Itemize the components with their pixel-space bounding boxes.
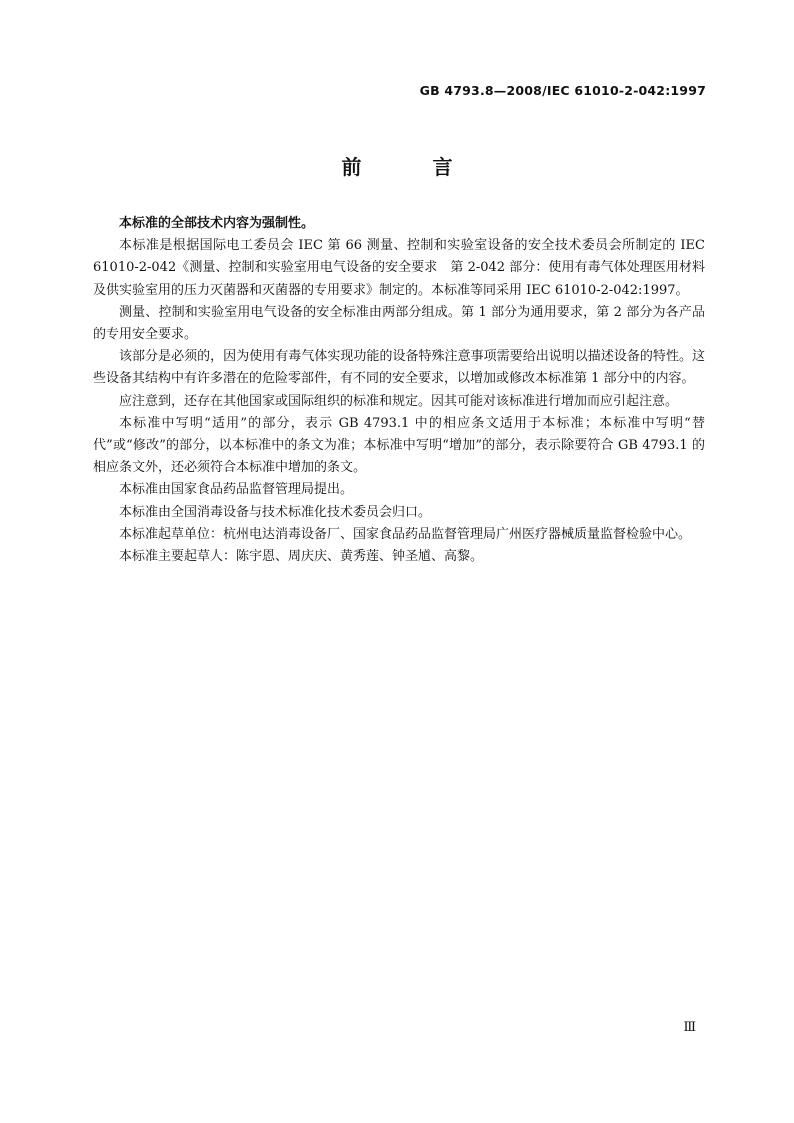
paragraph-structure: 测量、控制和实验室用电气设备的安全标准由两部分组成。第 1 部分为通用要求，第 2 部分为各产品的专用安全要求。	[93, 304, 705, 343]
paragraph-drafting-units: 本标准起草单位：杭州电达消毒设备厂、国家食品药品监督管理局广州医疗器械质量监督检验中心。	[119, 526, 692, 542]
paragraph-administered-by: 本标准由全国消毒设备与技术标准化技术委员会归口。	[119, 504, 432, 520]
paragraph-purpose: 该部分是必须的，因为使用有毒气体实现功能的设备特殊注意事项需要给出说明以描述设备的特性。这些设备其结构中有许多潜在的危险零部件，有不同的安全要求，以增加或修改本标准第 1 部分中的内容。	[93, 349, 705, 387]
paragraph-usage-rules: 本标准中写明“适用”的部分，表示 GB 4793.1 中的相应条文适用于本标准；本标准中写明“替代”或“修改”的部分，以本标准中的条文为准；本标准中写明“增加”的部分，表示除要符合 GB 4793.1 的相应条文外，还必须符合本标准中增加的条文。	[93, 415, 705, 476]
paragraph-mandatory-statement: 本标准的全部技术内容为强制性。	[119, 216, 315, 231]
page-number: Ⅲ	[683, 1020, 696, 1035]
document-body	[93, 213, 705, 568]
standard-number-header: GB 4793.8—2008/IEC 61010-2-042:1997	[419, 83, 706, 98]
paragraph-origin: 本标准是根据国际电工委员会 IEC 第 66 测量、控制和实验室设备的安全技术委员会所制定的 IEC 61010-2-042《测量、控制和实验室用电气设备的安全要求 第 2-042 部分：使用有毒气体处理医用材料及供实验室用的压力灭菌器和灭菌器的专用要求》制定的。本标准等同采用 IEC 61010-2-042:1997。	[93, 238, 705, 298]
page-title: 前 言	[341, 155, 485, 179]
paragraph-proposed-by: 本标准由国家食品药品监督管理局提出。	[119, 482, 354, 498]
paragraph-note: 应注意到，还存在其他国家或国际组织的标准和规定。因其可能对该标准进行增加而应引起注意。	[119, 393, 679, 409]
paragraph-drafters: 本标准主要起草人：陈宇恩、周庆庆、黄秀莲、钟圣馗、高黎。	[119, 549, 484, 565]
